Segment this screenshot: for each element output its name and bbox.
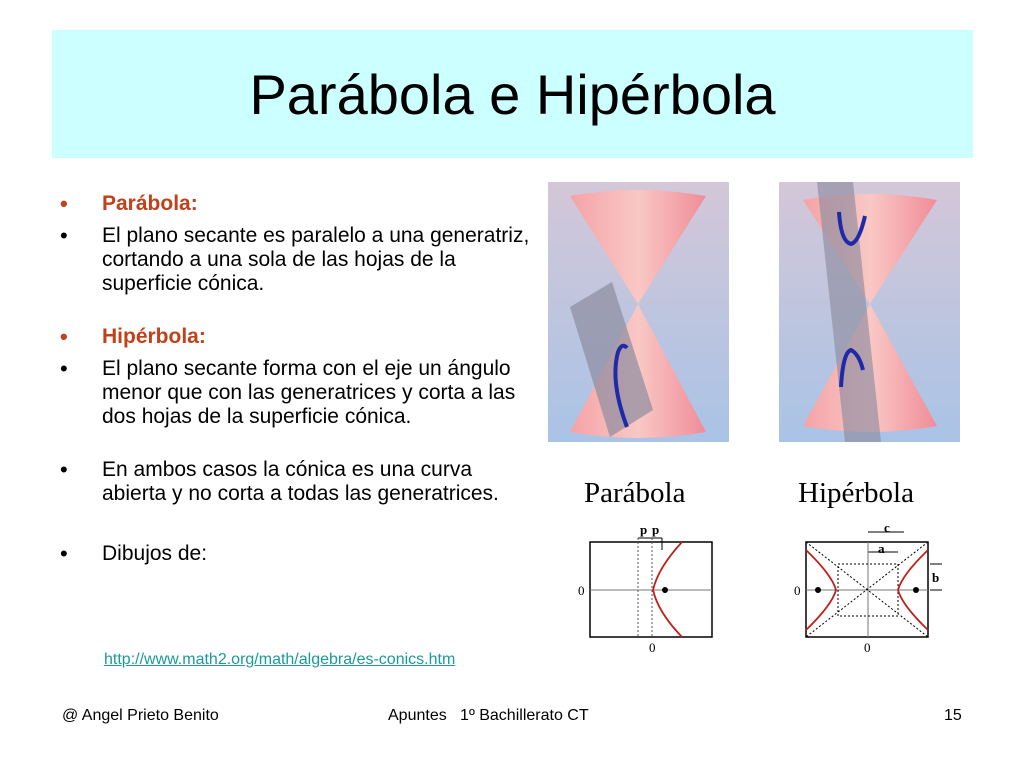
source-link[interactable]: http://www.math2.org/math/algebra/es-conics.htm [104, 651, 456, 668]
label-b: b [932, 570, 940, 585]
label-zero-x: 0 [649, 640, 656, 655]
label-zero-y: 0 [794, 583, 801, 598]
bullet-both-cases: • En ambos casos la cónica es una curva abierta y no corta a todas las generatrices. [60, 458, 530, 506]
label-p2: p [652, 522, 660, 537]
label-a: a [878, 541, 885, 556]
label-zero-y: 0 [578, 583, 585, 598]
caption-hyperbola: Hipérbola [798, 477, 914, 509]
hyperbola-cone-image [779, 182, 960, 442]
footer-course: Apuntes 1º Bachillerato CT [388, 707, 589, 724]
footer-page-number: 15 [944, 707, 962, 724]
hyperbola-diagram [792, 520, 952, 661]
parabola-diagram [574, 520, 724, 661]
label-zero-x: 0 [864, 640, 871, 655]
bullet-list [60, 192, 530, 566]
bullet-parabola-heading: • Parábola: [60, 192, 530, 216]
footer-author: @ Angel Prieto Benito [62, 707, 219, 724]
slide-title: Parábola e Hipérbola [249, 62, 776, 126]
title-bar [52, 30, 973, 158]
bullet-parabola-desc: • El plano secante es paralelo a una generatriz, cortando a una sola de las hojas de la superficie cónica. [60, 224, 530, 296]
label-c: c [884, 520, 890, 535]
caption-parabola: Parábola [584, 477, 686, 509]
bullet-hyperbola-heading: • Hipérbola: [60, 325, 530, 349]
label-p1: p [640, 522, 648, 537]
bullet-drawings-from: • Dibujos de: [60, 542, 530, 566]
parabola-cone-image [548, 182, 729, 442]
bullet-hyperbola-desc: • El plano secante forma con el eje un ángulo menor que con las generatrices y corta a las dos hojas de la superficie cónica. [60, 357, 530, 429]
